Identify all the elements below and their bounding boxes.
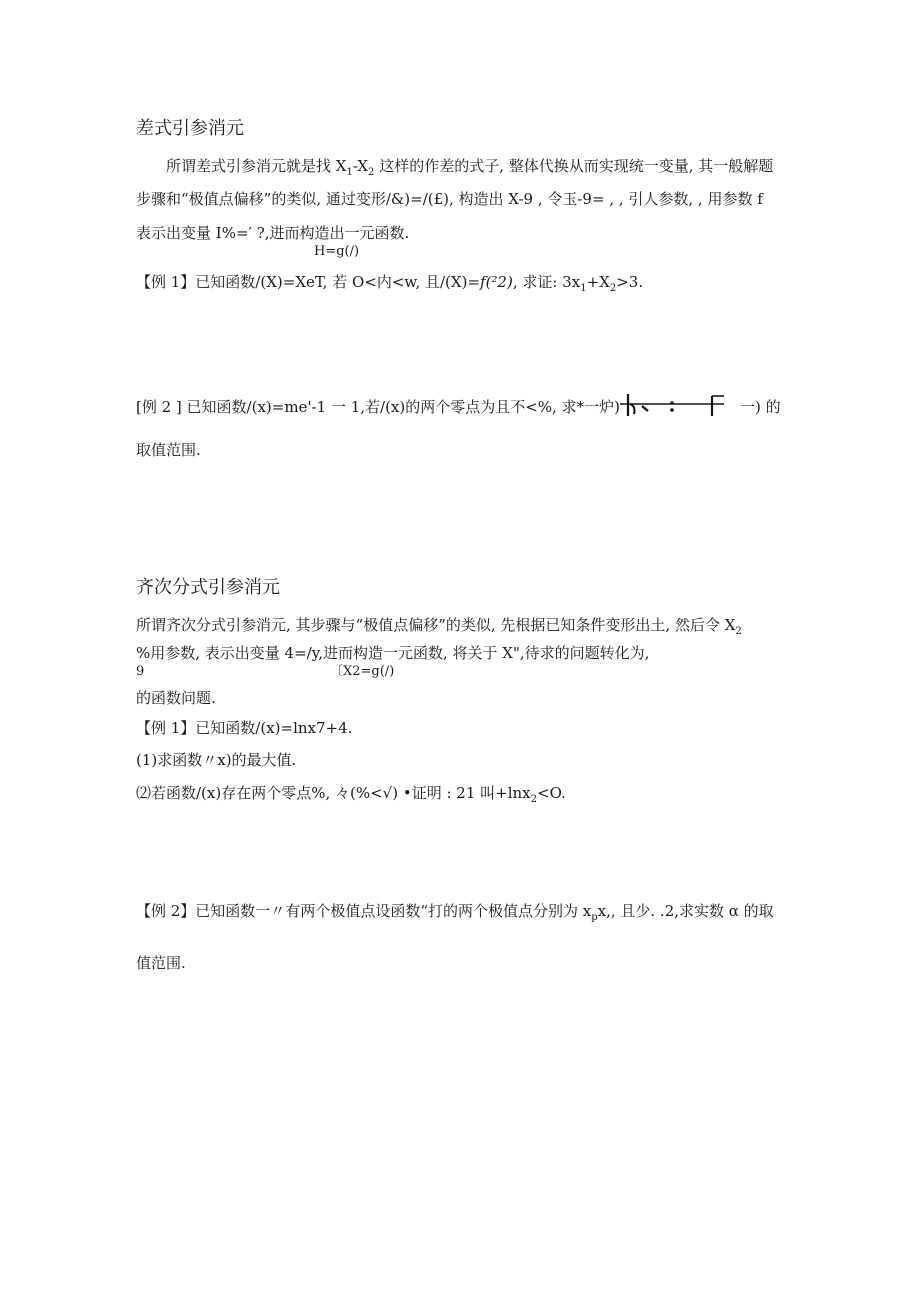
section2-example-1-question-2: ⑵若函数/(x)存在两个零点%, 々(%<√) •证明 : 21 叫+lnx$_2$<O.: [136, 784, 566, 805]
section2-formula-x2: 〔X2=g(/): [330, 664, 395, 679]
section2-example-1-title: 【例 1】已知函数/(x)=lnx7+4.: [136, 719, 353, 737]
section2-example-1-question-1: (1)求函数〃x)的最大值.: [136, 751, 297, 769]
section2-paragraph-line4: 的函数问题.: [136, 689, 216, 707]
section1-example-2-line2: 取值范围.: [136, 441, 201, 459]
section1-example-2-line1: [例 2 ] 已知函数/(x)=me'-1 一 1,若/(x)的两个零点为且不<%, 求*一炉) 一) 的: [136, 397, 781, 417]
section1-paragraph-line3: 表示出变量 I%=′ ?,进而构造出一元函数.: [136, 224, 410, 242]
section1-paragraph-line1: 所谓差式引参消元就是找 $X_1-X_2$ 这样的作差的式子, 整体代换从而实现统一变量, 其一般解题: [166, 157, 774, 178]
garbled-formula-icon: [620, 394, 740, 418]
section2-formula-fragment-9: 9: [136, 664, 145, 679]
section2-example-2-line2: 值范围.: [136, 954, 186, 972]
section1-example-1: 【例 1】已知函数/(X)=XeT, 若 O<内<w, 且/(X)=f(²2), 求证: $3x_1+X_2>3$.: [136, 273, 644, 294]
garbled-formula-glyph: [620, 397, 740, 417]
section1-formula-h: H=g(/): [314, 244, 360, 259]
section-heading-homogeneous-fraction: 齐次分式引参消元: [136, 577, 280, 598]
section2-paragraph-line1: 所谓齐次分式引参消元, 其步骤与“极值点偏移”的类似, 先根据已知条件变形出土, 然后令 $X_2$: [136, 616, 742, 637]
section2-paragraph-line2: %用参数, 表示出变量 4=/y,进而构造一元函数, 将关于 X",待求的问题转化为,: [136, 644, 650, 662]
section1-paragraph-line2: 步骤和“极值点偏移”的类似, 通过变形/&)=/(£), 构造出 X-9 , 令玉-9= , , 引人参数, , 用参数 f: [136, 190, 763, 208]
section-heading-difference-substitution: 差式引参消元: [136, 118, 244, 139]
section2-example-2-line1: 【例 2】已知函数一〃有两个极值点设函数“打的两个极值点分别为 $x_px$,, 且少. .2,求实数 α 的取: [136, 902, 774, 923]
